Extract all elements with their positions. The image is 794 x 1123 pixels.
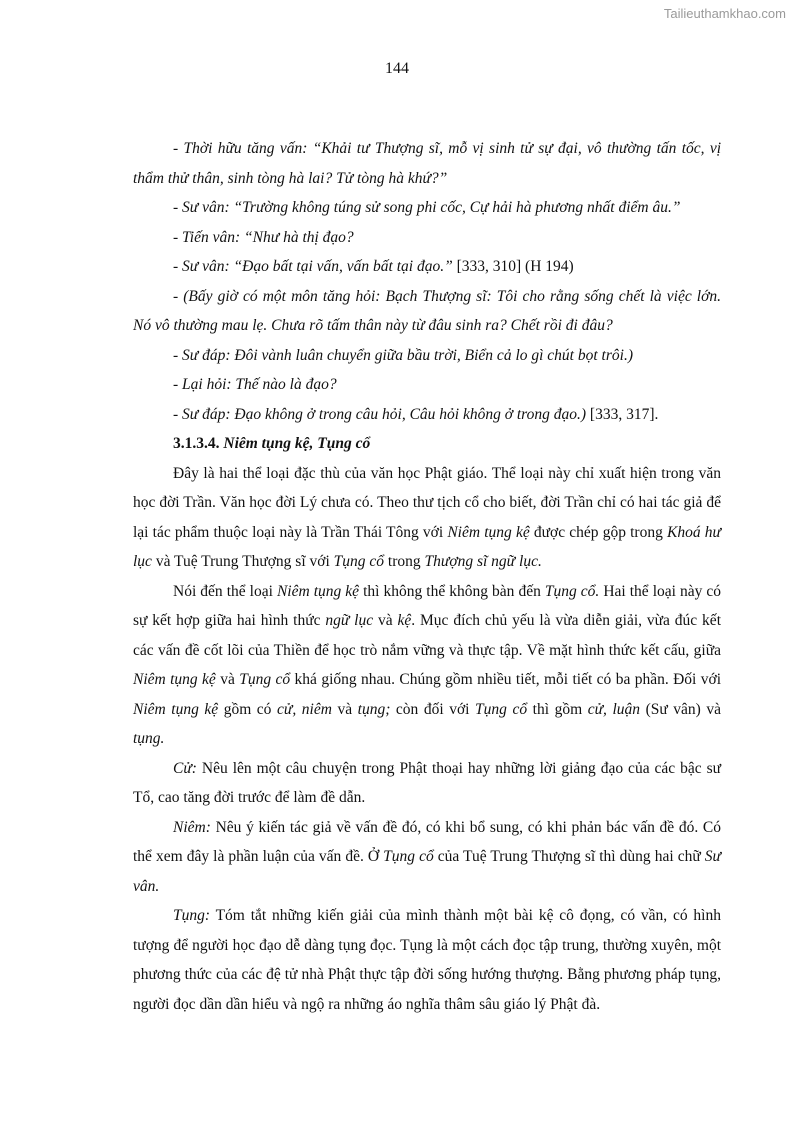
dialogue-line: - Sư đáp: Đạo không ở trong câu hỏi, Câu hỏi không ở trong đạo.) [333, 317]. bbox=[173, 405, 659, 423]
dialogue-line: - Sư vân: “Trường không túng sử song phi cốc, Cự hải hà phương nhất điểm âu.” bbox=[173, 199, 681, 216]
page-body bbox=[133, 134, 721, 1019]
section-number: 3.1.3.4. bbox=[173, 435, 224, 452]
section-title: Niêm tụng kệ, Tụng cổ bbox=[223, 435, 371, 452]
paragraph: Niêm: Nêu ý kiến tác giả về vấn đề đó, có khi bổ sung, có khi phản bác vấn đề đó. Có thể xem đây là phần luận của vấn đề. Ở Tụng cổ của Tuệ Trung Thượng sĩ thì dùng hai chữ Sư vân. bbox=[133, 818, 722, 895]
dialogue-line: - Lại hỏi: Thế nào là đạo? bbox=[173, 376, 337, 393]
paragraph: Đây là hai thể loại đặc thù của văn học Phật giáo. Thể loại này chỉ xuất hiện trong văn học đời Trần. Văn học đời Lý chưa có. Theo thư tịch cổ cho biết, đời Trần chỉ có hai tác giả để lại tác phẩm thuộc loại này là Trần Thái Tông với Niêm tụng kệ được chép gộp trong Khoá hư lục và Tuệ Trung Thượng sĩ với Tụng cổ trong Thượng sĩ ngữ lục. bbox=[133, 464, 721, 570]
watermark: Tailieuthamkhao.com bbox=[663, 6, 786, 21]
section-heading bbox=[133, 429, 721, 459]
dialogue-line: - Sư vân: “Đạo bất tại vấn, vấn bất tại đạo.” [333, 310] (H 194) bbox=[173, 258, 574, 275]
citation: [333, 317]. bbox=[586, 405, 659, 423]
dialogue-line: - Sư đáp: Đôi vành luân chuyển giữa bầu trời, Biển cả lo gì chút bọt trôi.) bbox=[173, 346, 633, 364]
paragraph: Tụng: Tóm tắt những kiến giải của mình thành một bài kệ cô đọng, có vần, có hình tượng để người học đạo dễ dàng tụng đọc. Tụng là một cách đọc tập trung, thường xuyên, một phương thức của các đệ tử nhà Phật thực tập đời sống hướng thượng. Bằng phương pháp tụng, người đọc dần dần hiểu và ngộ ra những áo nghĩa thâm sâu giáo lý Phật đà. bbox=[133, 907, 721, 1013]
dialogue-line: - (Bấy giờ có một môn tăng hỏi: Bạch Thượng sĩ: Tôi cho rằng sống chết là việc lớn. Nó vô thường mau lẹ. Chưa rõ tấm thân này từ đâu sinh ra? Chết rồi đi đâu? bbox=[133, 287, 721, 334]
citation: [333, 310] (H 194) bbox=[452, 258, 574, 275]
page-number: 144 bbox=[385, 60, 409, 77]
dialogue-line: - Tiến vân: “Như hà thị đạo? bbox=[173, 228, 354, 246]
paragraph: Cử: Nêu lên một câu chuyện trong Phật thoại hay những lời giảng đạo của các bậc sư Tổ, cao tăng đời trước để làm đề dẫn. bbox=[133, 759, 721, 806]
dialogue-line: - Thời hữu tăng vấn: “Khải tư Thượng sĩ, mỗ vị sinh tử sự đại, vô thường tấn tốc, vị thẩm thử thân, sinh tòng hà lai? Tử tòng hà khứ?” bbox=[133, 140, 721, 187]
paragraph: Nói đến thể loại Niêm tụng kệ thì không thể không bàn đến Tụng cổ. Hai thể loại này có sự kết hợp giữa hai hình thức ngữ lục và kệ. Mục đích chủ yếu là vừa diễn giải, vừa đúc kết các vấn đề cốt lõi của Thiền để học trò nắm vững và thực tập. Về mặt hình thức kết cấu, giữa Niêm tụng kệ và Tụng cổ khá giống nhau. Chúng gồm nhiều tiết, mỗi tiết có ba phần. Đối với Niêm tụng kệ gồm có cử, niêm và tụng; còn đối với Tụng cổ thì gồm cử, luận (Sư vân) và tụng. bbox=[133, 582, 722, 747]
